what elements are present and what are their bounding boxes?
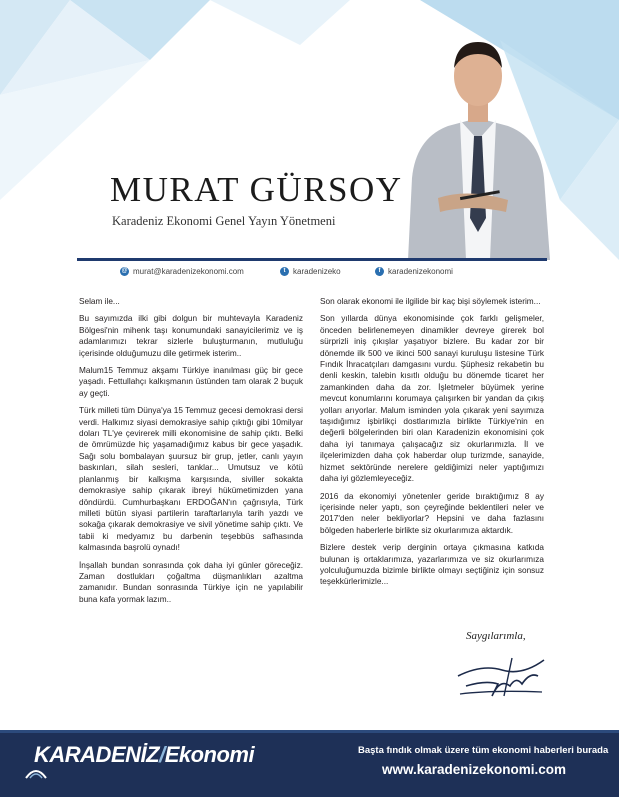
paragraph: Son yıllarda dünya ekonomisinde çok farklı gelişmeler, önceden belirlenemeyen dinamikler devreye girerek bol sürprizli iniş çıkışlar yaşatıyor bizlere. Bu kadar zor bir dönemde ilk 500 ve ikinci 500 sanayi kuruluşu listesine Türk Fındık İhracatçıları damgasını vurdu. Şüphesiz rekabetin bu denli keskin, talebin kısıtlı olduğu bu dönemde ticaret her zamankinden daha da zor. İşletmeler büyümek yerine mevcut konumlarını korumaya çalışırken bir yandan da çıkış yolları arıyorlar. Malum isminden yola çıkarak yeni sayımıza taşıdığımız işbirlikçi dostlarımızla birlikte Türkiye'nin en değerli bölgelerinden biri olan Karadenizin ekonomisini çok daha iyi tanımaya çalışacağız siz okurlarımızla. İl ve ilçelerimizden daha çok haberdar olup turizmde, sanayide, hizmet sektöründe nerelere geldiğimizi neler yaptığımızı daha iyi gözlemleyeceğiz. (320, 314, 544, 484)
footer-website[interactable]: www.karadenizekonomi.com (382, 762, 567, 777)
email-icon: @ (121, 268, 128, 274)
twitter-icon: t (280, 267, 289, 276)
paragraph: İnşallah bundan sonrasında çok daha iyi günler göreceğiz. Zaman dostlukları çoğaltma düşmanlıkları azaltma zamanıdır. Bundan sonrasında Türkiye için ne yapılabilir buna kafa yormak lazım.. (79, 560, 303, 604)
paragraph: Bu sayımızda ilki gibi dolgun bir muhtevayla Karadeniz Bölgesi'nin mihenk taşı konumundaki sanayicilerimiz ve iş adamlarımızı tekrar sizlerle buluşturmanın, mutluluğu içerisinde olduğumuzu dile getirmek isterim.. (79, 314, 303, 358)
contact-twitter-text: karadenizeko (293, 267, 341, 276)
footer-band (0, 730, 619, 733)
paragraph: Son olarak ekonomi ile ilgilide bir kaç bişi söylemek isterim... (320, 297, 541, 306)
contact-facebook[interactable] (375, 267, 453, 276)
header-divider (77, 258, 547, 261)
author-name: MURAT GÜRSOY (110, 170, 403, 209)
footer-tagline: Başta fındık olmak üzere tüm ekonomi haberleri burada (358, 745, 609, 756)
paragraph: Malum15 Temmuz akşamı Türkiye inanılması güç bir gece yaşadı. Fettullahçı kalkışmanın üstünden tam olarak 2 buçuk ay geçti. (79, 366, 303, 398)
article-column-right (320, 296, 544, 594)
contact-facebook-text: karadenizekonomi (388, 267, 453, 276)
author-title: Karadeniz Ekonomi Genel Yayın Yönetmeni (112, 214, 336, 228)
paragraph: Selam ile... (79, 297, 120, 306)
article-column-left (79, 296, 303, 611)
contact-twitter[interactable] (280, 267, 341, 276)
logo-part1: KARADENİZ (34, 742, 160, 767)
contact-bar (120, 267, 540, 281)
paragraph: Türk milleti tüm Dünya'ya 15 Temmuz gecesi demokrasi dersi verdi. Halkımız siyasi demokrasiye sahip çıktığı gibi 10milyar doları TL'ye çevirerek milli ekonomisine de sahip çıktı. Belki de ömrümüzde hiç yaşamadığımız kabus bir gece yaşadık. Sağı solu bombalayan şuursuz bir grup, jetler, canlı yayın baskınları, silah sesleri, tanklar... Umutsuz ve kötü planlanmış bir kalkışma karşısında, siviller sokakta demokrasiye sahip çıkarak ibreyi hükümetimizden yana döndürdü. Cumhurbaşkanı ERDOĞAN'ın çağrısıyla, Türk milleti bütün siyasi partilerin taraftarlarıyla tarih yazdı ve sokağa çıkarak demokrasiye ve sivil yönetime sahip çıktı. Ve tabii ki medyamız bu darbenin teşebbüs safhasında kalmasında başrolü oynadı! (79, 406, 303, 553)
author-portrait (398, 28, 558, 260)
facebook-icon: f (375, 267, 384, 276)
author-block (110, 170, 410, 229)
brand-logo: KARADENİZ/Ekonomi (34, 742, 255, 767)
contact-email[interactable] (120, 267, 244, 276)
signature (452, 646, 552, 704)
signoff: Saygılarımla, (466, 630, 526, 642)
paragraph: Bizlere destek verip derginin ortaya çıkmasına katkıda bulunan iş ortaklarımıza, yazarlarımıza ve siz okurlarımıza yolculuğumuzda bizimle birlikte olmayı seçtiğiniz için sonsuz teşekkürlerimizle... (320, 543, 544, 587)
logo-part2: Ekonomi (164, 742, 255, 767)
contact-email-text: murat@karadenizekonomi.com (133, 267, 244, 276)
paragraph: 2016 da ekonomiyi yönetenler geride bıraktığımız 8 ay içerisinde neler yaptı, son çeyreğinde beklentileri neler ve 2017'den neler bekliyorlar? Hepsini ve daha fazlasını bölgeden haberlerle birlikte siz okurlarımıza aktardık. (320, 491, 544, 535)
